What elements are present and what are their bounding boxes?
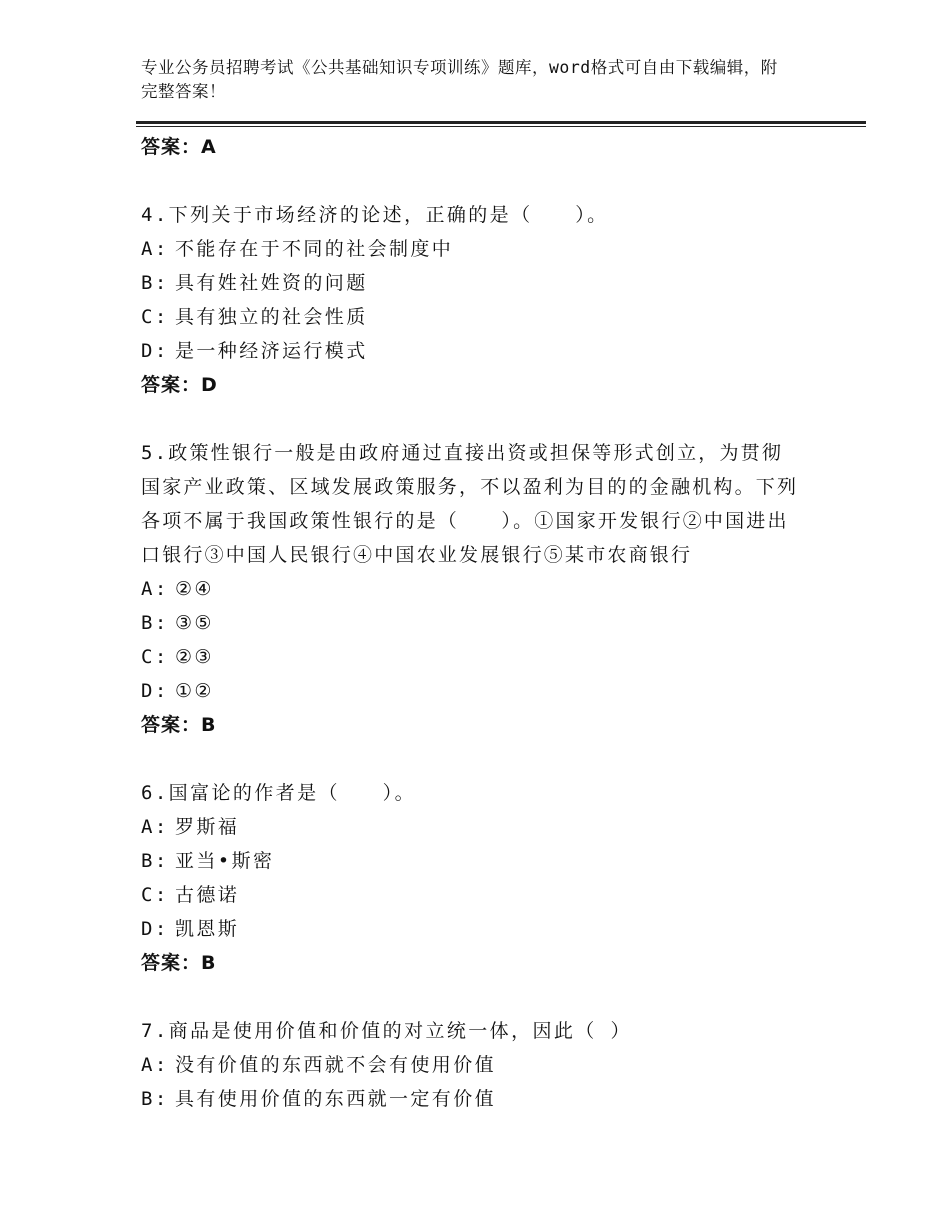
- option-letter: C:: [141, 306, 169, 328]
- option-text: 罗斯福: [175, 816, 240, 838]
- question-5: [141, 436, 861, 742]
- option-text: ②③: [175, 646, 214, 668]
- option-letter: A:: [141, 238, 169, 260]
- option-letter: B:: [141, 850, 169, 872]
- option-text: 没有价值的东西就不会有使用价值: [175, 1054, 497, 1076]
- question-stem: 7.商品是使用价值和价值的对立统一体，因此（ ）: [141, 1020, 632, 1042]
- option-text: ①②: [175, 680, 214, 702]
- option-text: 具有独立的社会性质: [175, 306, 368, 328]
- option-c: [141, 878, 861, 912]
- option-a: [141, 232, 861, 266]
- option-text: 凯恩斯: [175, 918, 240, 940]
- option-text: 是一种经济运行模式: [175, 340, 368, 362]
- option-text: 古德诺: [175, 884, 240, 906]
- answer: 答案：B: [141, 714, 217, 736]
- option-letter: C:: [141, 646, 169, 668]
- option-letter: A:: [141, 1054, 169, 1076]
- option-letter: C:: [141, 884, 169, 906]
- option-c: [141, 640, 861, 674]
- option-b: [141, 1082, 861, 1116]
- option-letter: B:: [141, 272, 169, 294]
- option-text: 亚当•斯密: [175, 850, 275, 872]
- option-c: [141, 300, 861, 334]
- option-d: [141, 912, 861, 946]
- answer: 答案：B: [141, 952, 217, 974]
- option-text: 不能存在于不同的社会制度中: [175, 238, 454, 260]
- answer-previous: 答案：A: [141, 136, 217, 158]
- option-b: [141, 606, 861, 640]
- document-header: 专业公务员招聘考试《公共基础知识专项训练》题库，word格式可自由下载编辑，附完整答案！: [141, 58, 778, 101]
- question-stem: 5.政策性银行一般是由政府通过直接出资或担保等形式创立，为贯彻国家产业政策、区域发展政策服务，不以盈利为目的的金融机构。下列各项不属于我国政策性银行的是（ ）。①国家开发银行②中国进出口银行③中国人民银行④中国农业发展银行⑤某市农商银行: [141, 442, 799, 566]
- question-6: [141, 776, 861, 980]
- option-text: ③⑤: [175, 612, 214, 634]
- question-7: [141, 1014, 861, 1116]
- option-a: [141, 572, 861, 606]
- option-letter: D:: [141, 680, 169, 702]
- option-d: [141, 674, 861, 708]
- option-letter: A:: [141, 816, 169, 838]
- option-text: ②④: [175, 578, 214, 600]
- option-text: 具有姓社姓资的问题: [175, 272, 368, 294]
- option-b: [141, 844, 861, 878]
- option-letter: B:: [141, 1088, 169, 1110]
- option-a: [141, 1048, 861, 1082]
- header-rule-thin: [136, 126, 866, 127]
- question-stem: 6.国富论的作者是（ ）。: [141, 782, 416, 804]
- option-b: [141, 266, 861, 300]
- question-4: [141, 198, 861, 402]
- option-text: 具有使用价值的东西就一定有价值: [175, 1088, 497, 1110]
- option-letter: A:: [141, 578, 169, 600]
- answer: 答案：D: [141, 374, 218, 396]
- option-a: [141, 810, 861, 844]
- question-list: [141, 130, 861, 1116]
- option-letter: D:: [141, 918, 169, 940]
- option-d: [141, 334, 861, 368]
- question-stem: 4.下列关于市场经济的论述，正确的是（ ）。: [141, 204, 609, 226]
- option-letter: D:: [141, 340, 169, 362]
- header-rule-thick: [136, 121, 866, 124]
- option-letter: B:: [141, 612, 169, 634]
